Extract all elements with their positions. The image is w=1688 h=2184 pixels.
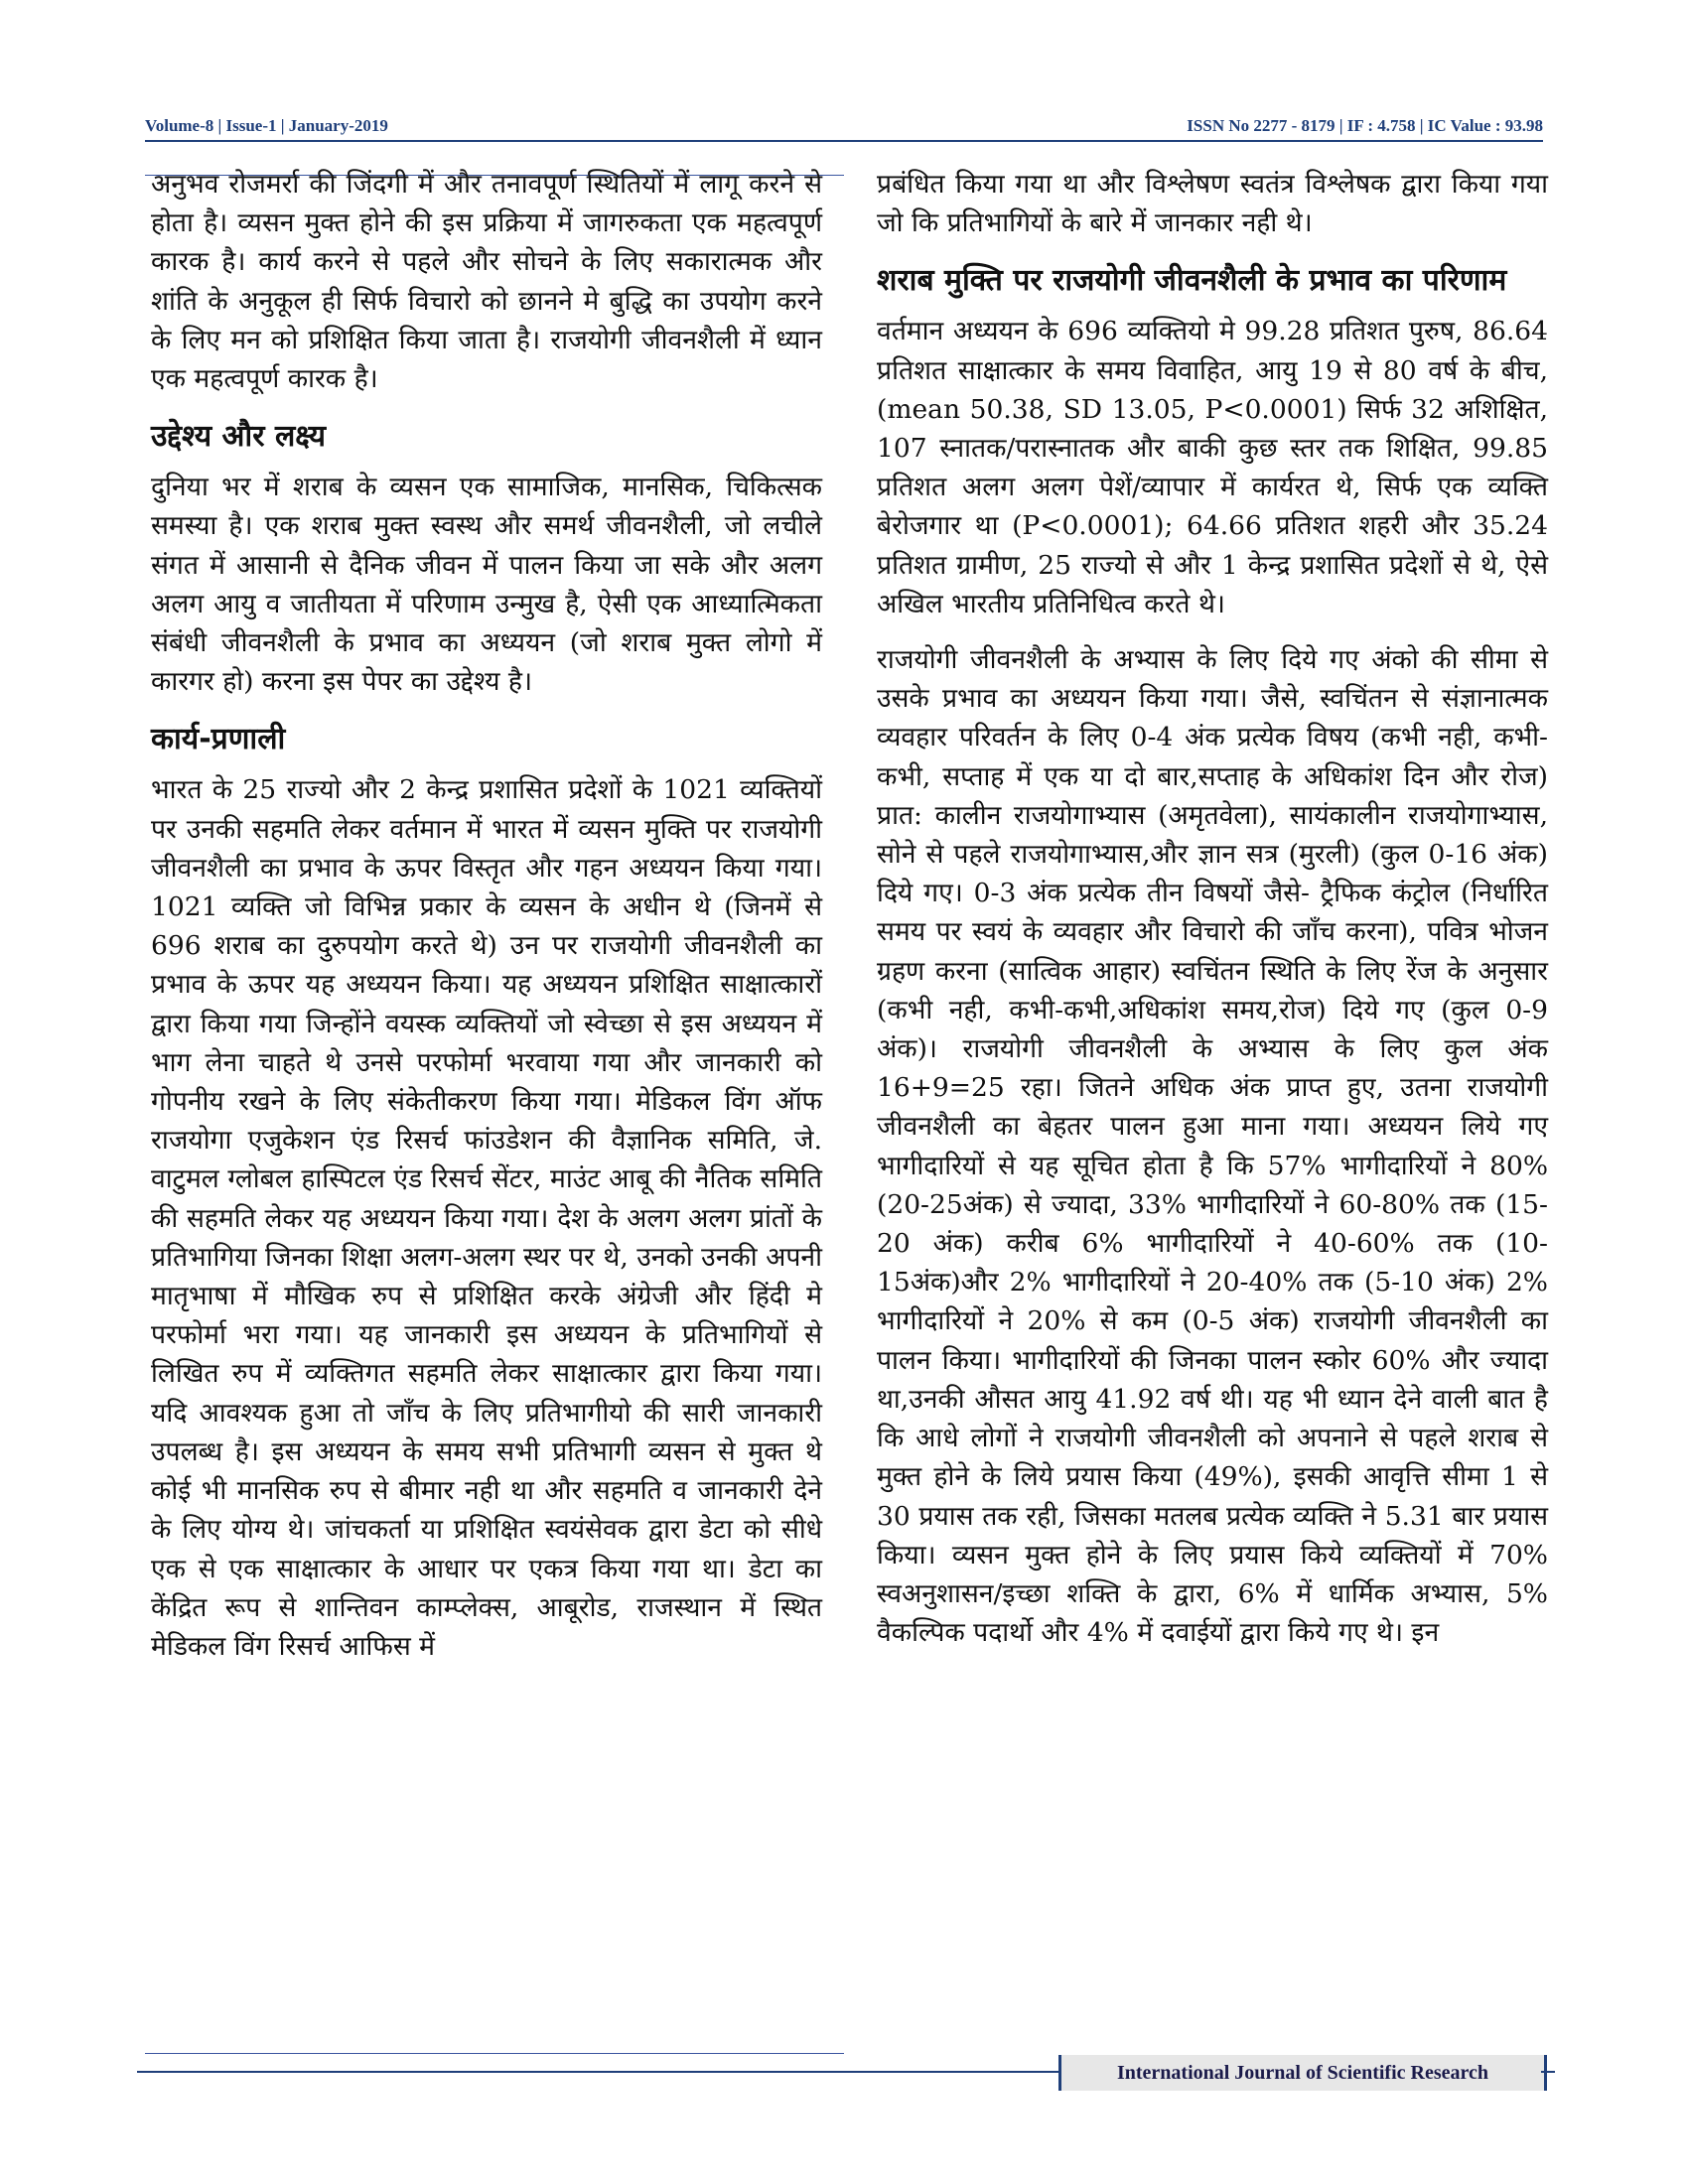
header-rule (145, 140, 1543, 142)
right-column (877, 165, 1548, 1669)
header-issn: ISSN No 2277 - 8179 | IF : 4.758 | IC Value : 93.98 (1187, 116, 1543, 135)
paragraph-results-scores: राजयोगी जीवनशैली के अभ्यास के लिए दिये गए अंको की सीमा से उसके प्रभाव का अध्ययन किया गया। जैसे, स्वचिंतन से संज्ञानात्मक व्यवहार परिवर्तन के लिए 0-4 अंक प्रत्येक विषय (कभी नही, कभी-कभी, सप्ताह में एक या दो बार,सप्ताह के अधिकांश दिन और रोज) प्रात: कालीन राजयोगाभ्यास (अमृतवेला), सायंकालीन राजयोगाभ्यास, सोने से पहले राजयोगाभ्यास,और ज्ञान सत्र (मुरली) (कुल 0-16 अंक) दिये गए। 0-3 अंक प्रत्येक तीन विषयों जैसे- ट्रैफिक कंट्रोल (निर्धारित समय पर स्वयं के व्यवहार और विचारो की जाँच करना), पवित्र भोजन ग्रहण करना (सात्विक आहार) स्वचिंतन स्थिति के लिए रेंज के अनुसार (कभी नही, कभी-कभी,अधिकांश समय,रोज) दिये गए (कुल 0-9 अंक)। राजयोगी जीवनशैली के अभ्यास के लिए कुल अंक 16+9=25 रहा। जितने अधिक अंक प्राप्त हुए, उतना राजयोगी जीवनशैली का बेहतर पालन हुआ माना गया। अध्ययन लिये गए भागीदारियों से यह सूचित होता है कि 57% भागीदारियों ने 80% (20-25अंक) से ज्यादा, 33% भागीदारियों ने 60-80% तक (15-20 अंक) करीब 6% भागीदारियों ने 40-60% तक (10-15अंक)और 2% भागीदारियों ने 20-40% तक (5-10 अंक) 2% भागीदारियों ने 20% से कम (0-5 अंक) राजयोगी जीवनशैली का पालन किया। भागीदारियों की जिनका पालन स्कोर 60% और ज्यादा था,उनकी औसत आयु 41.92 वर्ष थी। यह भी ध्यान देने वाली बात है कि आधे लोगों ने राजयोगी जीवनशैली को अपनाने से पहले शराब से मुक्त होने के लिये प्रयास किया (49%), इसकी आवृत्ति सीमा 1 से 30 प्रयास तक रही, जिसका मतलब प्रत्येक व्यक्ति ने 5.31 बार प्रयास किया। व्यसन मुक्त होने के लिए प्रयास किये व्यक्तियों में 70% स्वअनुशासन/इच्छा शक्ति के द्वारा, 6% में धार्मिक अभ्यास, 5% वैकल्पिक पदार्थो और 4% में दवाईयों द्वारा किये गए थे। इन (877, 644, 1548, 1649)
paragraph-methodology: भारत के 25 राज्यो और 2 केन्द्र प्रशासित प्रदेशों के 1021 व्यक्तियों पर उनकी सहमति लेकर वर्तमान में भारत में व्यसन मुक्ति पर राजयोगी जीवनशैली का प्रभाव के ऊपर विस्तृत और गहन अध्ययन किया गया। 1021 व्यक्ति जो विभिन्न प्रकार के व्यसन के अधीन थे (जिनमें से 696 शराब का दुरुपयोग करते थे) उन पर राजयोगी जीवनशैली का प्रभाव के ऊपर यह अध्ययन किया। यह अध्ययन प्रशिक्षित साक्षात्कारों द्वारा किया गया जिन्होंने वयस्क व्यक्तियों जो स्वेच्छा से इस अध्ययन में भाग लेना चाहते थे उनसे परफोर्मा भरवाया गया और जानकारी को गोपनीय रखने के लिए संकेतीकरण किया गया। मेडिकल विंग ऑफ राजयोगा एजुकेशन एंड रिसर्च फांउडेशन की वैज्ञानिक समिति, जे. वाटुमल ग्लोबल हास्पिटल एंड रिसर्च सेंटर, माउंट आबू की नैतिक समिति की सहमति लेकर यह अध्ययन किया गया। देश के अलग अलग प्रांतों के प्रतिभागिया जिनका शिक्षा अलग-अलग स्थर पर थे, उनको उनकी अपनी मातृभाषा में मौखिक रुप से प्रशिक्षित करके अंग्रेजी और हिंदी मे परफोर्मा भरा गया। यह जानकारी इस अध्ययन के प्रतिभागियों से लिखित रुप में व्यक्तिगत सहमति लेकर साक्षात्कार द्वारा किया गया। यदि आवश्यक हुआ तो जाँच के लिए प्रतिभागीयो की सारी जानकारी उपलब्ध है। इस अध्ययन के समय सभी प्रतिभागी व्यसन से मुक्त थे कोई भी मानसिक रुप से बीमार नही था और सहमति व जानकारी देने के लिए योग्य थे। जांचकर्ता या प्रशिक्षित स्वयंसेवक द्वारा डेटा को सीधे एक से एक साक्षात्कार के आधार पर एकत्र किया गया था। डेटा का केंद्रित रूप से शान्तिवन काम्प्लेक्स, आबूरोड, राजस्थान में स्थित मेडिकल विंग रिसर्च आफिस में (151, 774, 822, 1662)
paragraph-aims: दुनिया भर में शराब के व्यसन एक सामाजिक, मानसिक, चिकित्सक समस्या है। एक शराब मुक्त स्वस्थ और समर्थ जीवनशैली, जो लचीले संगत में आसानी से दैनिक जीवन में पालन किया जा सके और अलग अलग आयु व जातीयता में परिणाम उन्मुख है, ऐसी एक आध्यात्मिकता संबंधी जीवनशैली के प्रभाव का अध्ययन (जो शराब मुक्त लोगो में कारगर हो) करना इस पेपर का उद्देश्य है। (151, 472, 822, 698)
paragraph-results-demographics: वर्तमान अध्ययन के 696 व्यक्तियो मे 99.28 प्रतिशत पुरुष, 86.64 प्रतिशत साक्षात्कार के समय विवाहित, आयु 19 से 80 वर्ष के बीच, (mean 50.38, SD 13.05, P<0.0001) सिर्फ 32 अशिक्षित, 107 स्नातक/परास्नातक और बाकी कुछ स्तर तक शिक्षित, 99.85 प्रतिशत अलग अलग पेशें/व्यापार में कार्यरत थे, सिर्फ एक व्यक्ति बेरोजगार था (P<0.0001); 64.66 प्रतिशत शहरी और 35.24 प्रतिशत ग्रामीण, 25 राज्यो से और 1 केन्द्र प्रशासित प्रदेशों से थे, ऐसे अखिल भारतीय प्रतिनिधित्व करते थे। (877, 316, 1548, 619)
left-column (151, 165, 822, 1683)
paragraph-intro: अनुभव रोजमर्रा की जिंदगी में और तनावपूर्ण स्थितियों में लागू करने से होता है। व्यसन मुक्त होने की इस प्रक्रिया में जागरुकता एक महत्वपूर्ण कारक है। कार्य करने से पहले और सोचने के लिए सकारात्मक और शांति के अनुकूल ही सिर्फ विचारो को छानने मे बुद्धि का उपयोग करने के लिए मन को प्रशिक्षित किया जाता है। राजयोगी जीवनशैली में ध्यान एक महत्वपूर्ण कारक है। (151, 169, 822, 395)
footer-journal-name: International Journal of Scientific Research (1058, 2055, 1547, 2091)
heading-results: शराब मुक्ति पर राजयोगी जीवनशैली के प्रभाव का परिणाम (877, 263, 1507, 299)
paragraph-continued: प्रबंधित किया गया था और विश्लेषण स्वतंत्र विश्लेषक द्वारा किया गया जो कि प्रतिभागियों के बारे में जानकार नही थे। (877, 169, 1548, 239)
heading-methodology: कार्य-प्रणाली (151, 722, 286, 757)
footer-rule-right (1541, 2071, 1555, 2073)
left-column-bottom-rule (145, 2053, 844, 2054)
heading-aims: उद्देश्य और लक्ष्य (151, 419, 327, 455)
header-volume-issue: Volume-8 | Issue-1 | January-2019 (145, 116, 388, 135)
footer-rule-left (137, 2071, 1058, 2073)
